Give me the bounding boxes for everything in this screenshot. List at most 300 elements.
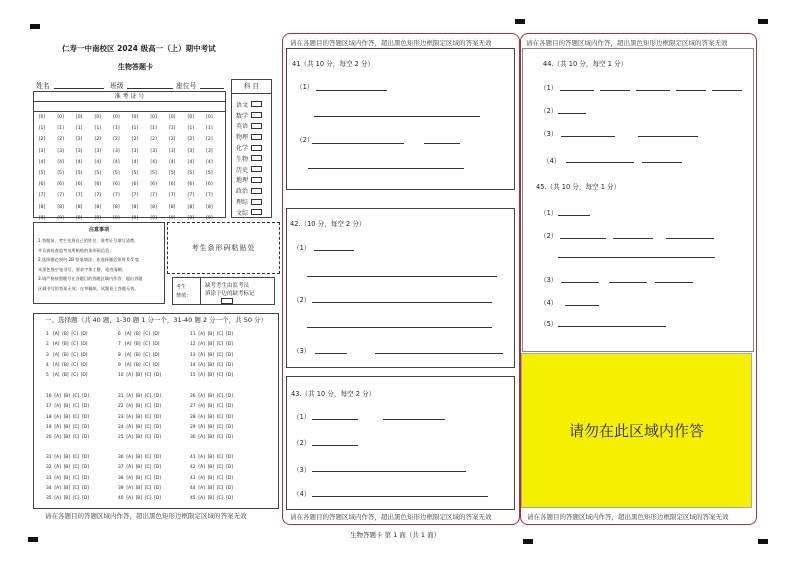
subject-label: 文综	[236, 209, 249, 217]
digit-bubble[interactable]: [7]	[131, 193, 139, 199]
q44-answer-line[interactable]	[642, 162, 682, 163]
q44-answer-line[interactable]	[638, 136, 698, 137]
digit-bubble[interactable]: [9]	[38, 215, 46, 221]
subject-checkbox[interactable]	[251, 209, 262, 215]
notice-box	[33, 222, 165, 304]
q45-label-4: （4）	[540, 299, 558, 307]
digit-bubble[interactable]: [0]	[113, 115, 120, 120]
absent-box	[172, 277, 275, 305]
subject-checkbox[interactable]	[251, 101, 262, 107]
digit-bubble[interactable]: [1]	[57, 126, 64, 132]
mc-question-row[interactable]: 39 [A] [B] [C] [D]	[118, 485, 161, 491]
q43-answer-line[interactable]	[312, 419, 358, 420]
digit-bubble[interactable]: [0]	[38, 115, 46, 120]
q42-label-1: （1）	[293, 244, 311, 252]
no-answer-zone: 请勿在此区域内作答	[521, 353, 752, 508]
digit-bubble[interactable]: [0]	[131, 115, 139, 120]
page-footer: 生物答题卡 第 1 面（共 1 面）	[350, 531, 441, 539]
mc-question-row[interactable]: 28 [A] [B] [C] [D]	[190, 414, 233, 420]
q42-box	[286, 208, 515, 368]
notice-line: 区域书写的答案无效；在草稿纸、试题卷上答题无效。	[38, 285, 139, 291]
registration-mark	[30, 24, 40, 29]
q45-title: 45.（共 10 分，每空 1 分）	[536, 183, 621, 191]
mc-question-row[interactable]: 21 [A] [B] [C] [D]	[118, 394, 161, 399]
q44-answer-line[interactable]	[636, 90, 670, 91]
subject-checkbox[interactable]	[251, 199, 262, 205]
mc-question-row[interactable]: 26 [A] [B] [C] [D]	[190, 394, 233, 399]
page-subtitle: 生物答题卡	[118, 63, 153, 71]
digit-column[interactable]	[55, 112, 67, 224]
digit-bubble[interactable]: [1]	[206, 126, 213, 132]
q45-answer-line[interactable]	[666, 238, 714, 239]
barcode-area: 考生条形码粘贴处	[167, 222, 280, 274]
subject-option[interactable]	[236, 131, 271, 142]
notice-line: 并认真检查监考员所粘贴的条形码信息；	[38, 247, 114, 253]
mc-question-row[interactable]: 42 [A] [B] [C] [D]	[190, 465, 233, 471]
mc-question-row[interactable]: 36 [A] [B] [C] [D]	[118, 455, 161, 460]
digit-bubble[interactable]: [8]	[113, 204, 120, 210]
digit-bubble[interactable]: [9]	[94, 215, 102, 221]
q44-label-4: （4）	[543, 157, 561, 165]
q45-label-5: （5）	[540, 320, 558, 328]
digit-bubble[interactable]: [5]	[38, 171, 46, 177]
q45-label-3: （3）	[540, 276, 558, 284]
subject-checkbox[interactable]	[251, 188, 262, 194]
digit-bubble[interactable]: [1]	[113, 126, 120, 132]
mc-question-row[interactable]: 23 [A] [B] [C] [D]	[118, 414, 161, 420]
digit-bubble[interactable]: [0]	[57, 115, 64, 120]
digit-bubble[interactable]: [4]	[113, 159, 120, 165]
notice-text	[34, 233, 164, 293]
q43-title: 43.（共 10 分，每空 2 分）	[291, 390, 376, 398]
subject-label: 英语	[236, 123, 249, 131]
q41-answer-line[interactable]	[312, 143, 404, 144]
digit-bubble[interactable]: [3]	[150, 148, 157, 154]
digit-bubble[interactable]: [7]	[206, 193, 213, 199]
mc-question-row[interactable]: 20 [A] [B] [C] [D]	[46, 435, 89, 441]
digit-bubble[interactable]: [3]	[206, 148, 213, 154]
digit-bubble[interactable]: [4]	[206, 159, 213, 165]
registration-mark	[523, 539, 533, 544]
q44-label-2: （2）	[540, 107, 558, 115]
mc-question-row[interactable]: 24 [A] [B] [C] [D]	[118, 424, 161, 430]
exam-number-header: 准 考 证 号	[34, 92, 225, 102]
digit-bubble[interactable]: [6]	[187, 182, 195, 188]
digit-bubble[interactable]: [8]	[75, 204, 83, 210]
subject-checkbox[interactable]	[251, 145, 262, 151]
digit-bubble[interactable]: [5]	[150, 171, 157, 177]
mc-question-row[interactable]: 34 [A] [B] [C] [D]	[46, 485, 89, 491]
q42-label-2: （2）	[293, 296, 311, 304]
q45-label-2: （2）	[540, 232, 558, 240]
subject-checkbox[interactable]	[251, 134, 262, 140]
digit-bubble[interactable]: [5]	[75, 171, 83, 177]
absent-text: 缺考考生由监考员	[205, 283, 250, 289]
q44-answer-line[interactable]	[712, 90, 742, 91]
digit-bubble[interactable]: [0]	[94, 115, 102, 120]
digit-bubble[interactable]: [5]	[113, 171, 120, 177]
digit-bubble[interactable]: [3]	[57, 148, 64, 154]
q43-answer-line[interactable]	[312, 445, 358, 446]
digit-bubble[interactable]: [9]	[187, 215, 195, 221]
digit-bubble[interactable]: [6]	[38, 182, 46, 188]
mc-question-row[interactable]: 45 [A] [B] [C] [D]	[190, 496, 233, 502]
digit-bubble[interactable]: [9]	[75, 215, 83, 221]
q42-label-3: （3）	[293, 347, 311, 355]
subject-option[interactable]	[236, 164, 271, 175]
mc-question-row[interactable]: 15 [A] [B] [C] [D]	[190, 373, 233, 379]
digit-bubble[interactable]: [2]	[75, 137, 83, 143]
digit-bubble[interactable]: [8]	[150, 204, 157, 210]
digit-bubble[interactable]: [3]	[113, 148, 120, 154]
notice-line: 米黑色签字笔书写，要求字体工整、笔迹清晰；	[38, 266, 126, 272]
q44-answer-line[interactable]	[566, 162, 634, 163]
mc-question-row[interactable]: 43 [A] [B] [C] [D]	[190, 475, 233, 481]
digit-bubble[interactable]: [6]	[57, 182, 64, 188]
digit-bubble[interactable]: [9]	[168, 215, 176, 221]
mc-question-row[interactable]: 9 [A] [B] [C] [D]	[118, 362, 160, 368]
digit-bubble[interactable]: [7]	[150, 193, 157, 199]
mc-question-row[interactable]: 12 [A] [B] [C] [D]	[190, 342, 233, 348]
registration-mark	[515, 19, 525, 24]
digit-bubble[interactable]: [6]	[75, 182, 83, 188]
subject-label: 历史	[236, 166, 249, 174]
digit-bubble[interactable]: [1]	[75, 126, 83, 132]
mc-group	[190, 330, 233, 381]
exam-number-grid	[33, 91, 226, 221]
q41-title: 41（共 10 分，每空 2 分）	[292, 60, 375, 68]
mc-question-row[interactable]: 19 [A] [B] [C] [D]	[46, 424, 89, 430]
subject-label: 化学	[236, 145, 249, 153]
q45-answer-line[interactable]	[560, 238, 606, 239]
q45-answer-line[interactable]	[558, 215, 590, 216]
q44-answer-line[interactable]	[676, 90, 706, 91]
mc-question-row[interactable]: 27 [A] [B] [C] [D]	[190, 404, 233, 410]
q44-answer-line[interactable]	[561, 136, 615, 137]
mc-question-row[interactable]: 14 [A] [B] [C] [D]	[190, 362, 233, 368]
mc-question-row[interactable]: 10 [A] [B] [C] [D]	[118, 373, 161, 379]
digit-bubble[interactable]: [4]	[187, 159, 195, 165]
subject-option[interactable]	[236, 142, 271, 153]
digit-bubble[interactable]: [7]	[187, 193, 195, 199]
subject-checkbox[interactable]	[251, 123, 262, 129]
mc-question-row[interactable]: 29 [A] [B] [C] [D]	[190, 424, 233, 430]
q42-answer-line[interactable]	[307, 327, 492, 328]
subject-option[interactable]	[236, 196, 271, 207]
mc-question-row[interactable]: 22 [A] [B] [C] [D]	[118, 404, 161, 410]
subject-checkbox[interactable]	[251, 177, 262, 183]
q41-answer-line[interactable]	[308, 168, 464, 169]
digit-bubble[interactable]: [6]	[131, 182, 139, 188]
digit-bubble[interactable]: [0]	[150, 115, 157, 120]
subject-option[interactable]	[236, 99, 271, 110]
digit-column[interactable]	[185, 112, 197, 224]
digit-bubble[interactable]: [7]	[94, 193, 102, 199]
mc-question-row[interactable]: 6 [A] [B] [C] [D]	[118, 332, 160, 337]
subject-label: 语文	[236, 101, 249, 109]
mc-question-row[interactable]: 25 [A] [B] [C] [D]	[118, 435, 161, 441]
subject-label: 数学	[236, 112, 249, 120]
digit-bubble[interactable]: [4]	[38, 159, 46, 165]
q45-answer-line[interactable]	[613, 238, 653, 239]
digit-bubble[interactable]: [1]	[168, 126, 176, 132]
digit-bubble[interactable]: [3]	[187, 148, 195, 154]
q45-answer-line[interactable]	[558, 326, 666, 327]
digit-bubble[interactable]: [9]	[150, 215, 157, 221]
digit-bubble[interactable]: [4]	[131, 159, 139, 165]
digit-bubble[interactable]: [4]	[94, 159, 102, 165]
registration-mark	[758, 19, 768, 24]
digit-bubble[interactable]: [3]	[75, 148, 83, 154]
subject-label: 物理	[236, 134, 249, 142]
digit-bubble[interactable]: [8]	[57, 204, 64, 210]
digit-bubble[interactable]: [7]	[57, 193, 64, 199]
mc-group	[46, 330, 88, 381]
q44-answer-line[interactable]	[560, 90, 594, 91]
digit-bubble[interactable]: [2]	[206, 137, 213, 143]
mc-question-row[interactable]: 1 [A] [B] [C] [D]	[46, 332, 88, 337]
mc-question-row[interactable]: 4 [A] [B] [C] [D]	[46, 362, 88, 368]
digit-bubble[interactable]: [2]	[131, 137, 139, 143]
q43-label-4: （4）	[293, 490, 311, 498]
digit-bubble[interactable]: [8]	[94, 204, 102, 210]
subject-option[interactable]	[236, 110, 271, 121]
q44-answer-line[interactable]	[558, 113, 586, 114]
digit-bubble[interactable]: [8]	[131, 204, 139, 210]
digit-bubble[interactable]: [0]	[75, 115, 83, 120]
subject-option[interactable]	[236, 185, 271, 196]
mc-question-row[interactable]: 3 [A] [B] [C] [D]	[46, 352, 88, 358]
notice-title: 注意事项	[88, 227, 109, 233]
digit-column[interactable]	[110, 112, 122, 224]
q45-label-1: （1）	[540, 209, 558, 217]
q42-answer-line[interactable]	[307, 276, 497, 277]
digit-bubble[interactable]: [1]	[187, 126, 195, 132]
subject-option[interactable]	[236, 121, 271, 132]
mc-group	[118, 453, 161, 504]
digit-bubble[interactable]: [6]	[150, 182, 157, 188]
q42-answer-line[interactable]	[314, 250, 354, 251]
absent-label: 禁填：	[176, 293, 192, 299]
warning-text: 请在各题目的答题区域内作答，超出黑色矩形边框限定区域的答案无效	[45, 512, 247, 520]
q45-answer-line[interactable]	[609, 282, 647, 283]
digit-bubble[interactable]: [1]	[94, 126, 102, 132]
digit-bubble[interactable]: [3]	[131, 148, 139, 154]
digit-bubble[interactable]: [5]	[131, 171, 139, 177]
mc-question-row[interactable]: 40 [A] [B] [C] [D]	[118, 496, 161, 502]
q42-answer-line[interactable]	[312, 302, 492, 303]
mc-title: 一、选择题（共 40 题，1-30 题 1 分一个，31-40 题 2 分一个，共 50 分）	[44, 316, 268, 324]
digit-bubble[interactable]: [1]	[131, 126, 139, 132]
digit-bubble[interactable]: [5]	[168, 171, 176, 177]
mc-question-row[interactable]: 2 [A] [B] [C] [D]	[46, 342, 88, 348]
q43-label-2: （2）	[293, 439, 311, 447]
absent-mark-box[interactable]	[221, 298, 233, 304]
seat-field[interactable]	[200, 88, 224, 89]
mc-question-row[interactable]: 18 [A] [B] [C] [D]	[46, 414, 89, 420]
digit-bubble[interactable]: [6]	[206, 182, 213, 188]
mc-question-row[interactable]: 32 [A] [B] [C] [D]	[46, 465, 89, 471]
digit-bubble[interactable]: [7]	[75, 193, 83, 199]
digit-bubble[interactable]: [9]	[113, 215, 120, 221]
q41-answer-line[interactable]	[424, 143, 460, 144]
mc-question-row[interactable]: 35 [A] [B] [C] [D]	[46, 496, 89, 502]
digit-bubble[interactable]: [2]	[94, 137, 102, 143]
digit-column[interactable]	[203, 112, 215, 224]
registration-mark	[758, 539, 768, 544]
digit-bubble[interactable]: [1]	[150, 126, 157, 132]
registration-mark	[28, 537, 38, 542]
absent-label: 考生	[176, 284, 187, 290]
digit-column[interactable]	[73, 112, 85, 224]
digit-bubble[interactable]: [8]	[168, 204, 176, 210]
subject-label: 政治	[236, 188, 249, 196]
q44-label-1: （1）	[540, 84, 558, 92]
class-field[interactable]	[127, 88, 173, 89]
digit-bubble[interactable]: [2]	[168, 137, 176, 143]
digit-bubble[interactable]: [5]	[187, 171, 195, 177]
digit-bubble[interactable]: [2]	[57, 137, 64, 143]
q44-answer-line[interactable]	[600, 90, 630, 91]
page-title: 仁寿一中南校区 2024 级高一（上）期中考试	[62, 44, 216, 53]
digit-bubble[interactable]: [3]	[94, 148, 102, 154]
name-label: 姓名	[36, 82, 50, 90]
subject-checkbox[interactable]	[251, 112, 262, 118]
digit-bubble[interactable]: [7]	[38, 193, 46, 199]
digit-bubble[interactable]: [8]	[38, 204, 46, 210]
digit-bubble[interactable]: [2]	[113, 137, 120, 143]
mc-question-row[interactable]: 11 [A] [B] [C] [D]	[190, 332, 233, 337]
q43-answer-line[interactable]	[383, 419, 445, 420]
subject-option[interactable]	[236, 207, 271, 218]
digit-bubble[interactable]: [9]	[57, 215, 64, 221]
digit-bubble[interactable]: [2]	[38, 137, 46, 143]
mc-question-row[interactable]: 38 [A] [B] [C] [D]	[118, 475, 161, 481]
digit-bubble[interactable]: [8]	[206, 204, 213, 210]
q41-label-2: （2）	[296, 136, 314, 144]
q42-answer-line[interactable]	[315, 353, 347, 354]
mc-question-row[interactable]: 37 [A] [B] [C] [D]	[118, 465, 161, 471]
mc-question-row[interactable]: 17 [A] [B] [C] [D]	[46, 404, 89, 410]
subject-panel	[231, 79, 272, 218]
class-label: 班级	[110, 82, 124, 90]
q41-answer-line[interactable]	[314, 116, 480, 117]
q45-answer-line[interactable]	[558, 257, 715, 258]
q44-label-3: （3）	[540, 130, 558, 138]
digit-bubble[interactable]: [3]	[38, 148, 46, 154]
digit-bubble[interactable]: [9]	[206, 215, 213, 221]
notice-line: 3.请严格按照题号在各题目的答题区域内作答，超出答题	[38, 276, 143, 281]
mc-group	[190, 453, 233, 504]
digit-column[interactable]	[148, 112, 160, 224]
mc-question-row[interactable]: 5 [A] [B] [C] [D]	[46, 373, 88, 379]
warning-text: 请在各题目的答题区域内作答，超出黑色矩形边框限定区域的答案无效	[527, 513, 729, 521]
subject-checkbox[interactable]	[251, 166, 262, 172]
q45-answer-line[interactable]	[655, 282, 693, 283]
mc-question-row[interactable]: 7 [A] [B] [C] [D]	[118, 342, 160, 348]
digit-bubble[interactable]: [9]	[131, 215, 139, 221]
subject-label: 地理	[236, 177, 249, 185]
digit-column[interactable]	[129, 112, 141, 224]
digit-columns	[34, 111, 225, 221]
mc-group	[190, 392, 233, 443]
q43-answer-line[interactable]	[312, 471, 466, 472]
digit-bubble[interactable]: [7]	[113, 193, 120, 199]
subject-label: 生物	[236, 155, 249, 163]
digit-bubble[interactable]: [4]	[150, 159, 157, 165]
subject-option[interactable]	[236, 153, 271, 164]
digit-bubble[interactable]: [2]	[150, 137, 157, 143]
notice-line: 1.答题前，考生先将自己的姓名、准考证号填写清楚，	[38, 238, 139, 243]
mc-group	[46, 392, 89, 443]
digit-bubble[interactable]: [1]	[38, 126, 46, 132]
digit-column[interactable]	[166, 112, 178, 224]
name-field[interactable]	[54, 88, 104, 89]
mc-question-row[interactable]: 33 [A] [B] [C] [D]	[46, 475, 89, 481]
subject-header: 科 目	[232, 80, 271, 94]
q42-answer-line[interactable]	[375, 353, 503, 354]
warning-text: 请在各题目的答题区域内作答，超出黑色矩形边框限定区域的答案无效	[290, 513, 492, 521]
subject-checkbox[interactable]	[251, 155, 262, 161]
mc-question-row[interactable]: 44 [A] [B] [C] [D]	[190, 485, 233, 491]
mc-group	[118, 330, 161, 381]
mc-question-row[interactable]: 30 [A] [B] [C] [D]	[190, 435, 233, 441]
digit-bubble[interactable]: [8]	[187, 204, 195, 210]
q44-title: 44.（共 10 分，每空 1 分）	[543, 60, 628, 68]
digit-bubble[interactable]: [2]	[187, 137, 195, 143]
mc-question-row[interactable]: 13 [A] [B] [C] [D]	[190, 352, 233, 358]
q43-label-3: （3）	[293, 466, 311, 474]
mc-group	[118, 392, 161, 443]
q45-answer-line[interactable]	[561, 282, 599, 283]
subject-list	[232, 94, 271, 218]
seat-label: 座位号	[176, 82, 197, 90]
digit-bubble[interactable]: [6]	[94, 182, 102, 188]
digit-bubble[interactable]: [0]	[168, 115, 176, 120]
digit-column[interactable]	[92, 112, 104, 224]
digit-bubble[interactable]: [0]	[206, 115, 213, 120]
digit-bubble[interactable]: [5]	[94, 171, 102, 177]
digit-column[interactable]	[36, 112, 48, 224]
digit-bubble[interactable]: [4]	[168, 159, 176, 165]
q45-answer-line[interactable]	[565, 305, 599, 306]
q43-label-1: （1）	[293, 413, 311, 421]
digit-bubble[interactable]: [4]	[57, 159, 64, 165]
q42-title: 42.（10 分，每空 2 分）	[290, 220, 366, 228]
subject-label: 理综	[236, 199, 249, 207]
digit-bubble[interactable]: [3]	[168, 148, 176, 154]
digit-bubble[interactable]: [6]	[168, 182, 176, 188]
q41-answer-line[interactable]	[316, 90, 387, 91]
subject-option[interactable]	[236, 175, 271, 186]
digit-bubble[interactable]: [0]	[187, 115, 195, 120]
mc-question-row[interactable]: 31 [A] [B] [C] [D]	[46, 455, 89, 460]
mc-question-row[interactable]: 16 [A] [B] [C] [D]	[46, 394, 89, 399]
notice-line: 2.选择题必须用 2B 铅笔填涂；非选择题必须用 0.5 毫	[38, 257, 140, 262]
digit-bubble[interactable]: [6]	[113, 182, 120, 188]
warning-text: 请在各题目的答题区域内作答，超出黑色矩形边框限定区域的答案无效	[526, 39, 728, 47]
digit-bubble[interactable]: [5]	[206, 171, 213, 177]
digit-bubble[interactable]: [5]	[57, 171, 64, 177]
digit-bubble[interactable]: [7]	[168, 193, 176, 199]
digit-bubble[interactable]: [4]	[75, 159, 83, 165]
mc-question-row[interactable]: 41 [A] [B] [C] [D]	[190, 455, 233, 460]
q43-answer-line[interactable]	[312, 496, 488, 497]
absent-text: 填涂下边的缺考标记	[205, 291, 255, 297]
mc-question-row[interactable]: 8 [A] [B] [C] [D]	[118, 352, 160, 358]
mc-group	[46, 453, 89, 504]
q41-label-1: （1）	[296, 83, 314, 91]
